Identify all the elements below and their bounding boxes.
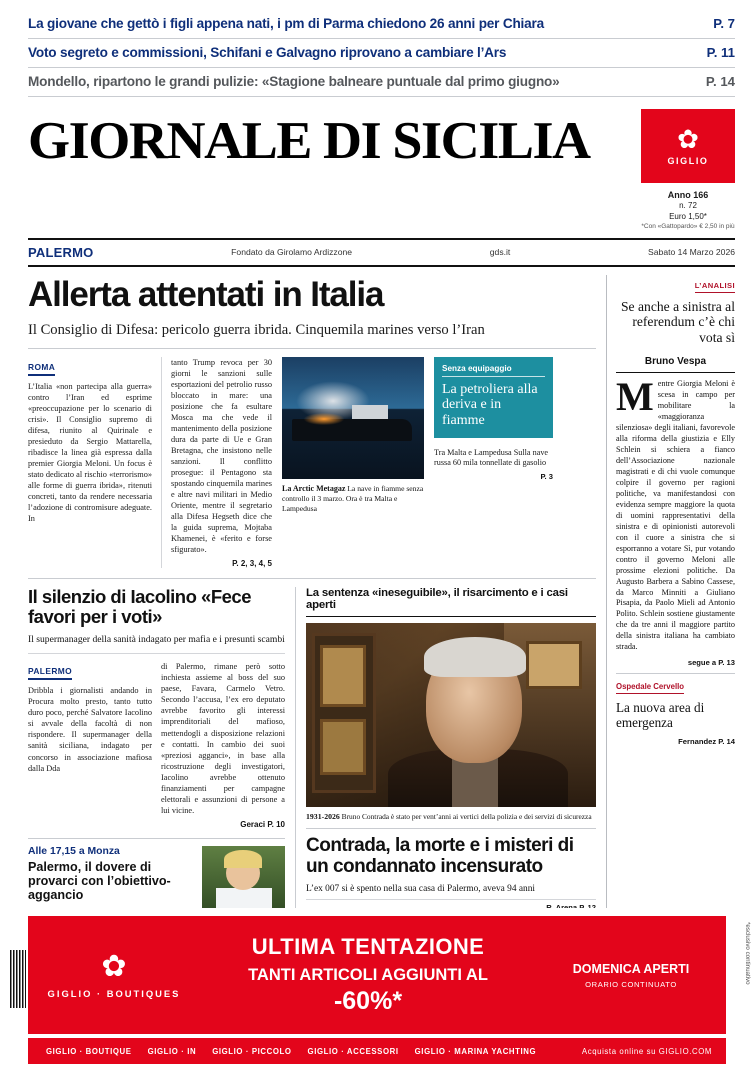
ad-logo <box>28 949 200 999</box>
masthead-city: PALERMO <box>28 244 94 260</box>
masthead-bar <box>28 238 735 267</box>
ship-photo-caption-text: La nave in fiamme senza controllo il 3 marzo. Ora è tra Malta e Lampedusa <box>282 483 424 513</box>
ad-brand-item[interactable]: GIGLIO · BOUTIQUE <box>46 1046 132 1056</box>
teaser-item[interactable] <box>28 68 735 97</box>
iacolino-columns <box>28 661 285 828</box>
ad-right <box>536 962 726 989</box>
tanker-box[interactable] <box>434 357 553 438</box>
lead-body-1: L’Italia «non partecipa alla guerra» contro l’Iran ed esprime «preoccupazione per lo scenario di crisi». Il Consiglio supremo di difesa, riunito al Quirinale e presieduto da Sergio Mattarella, ribadisce la linea già espressa dalla premier Giorgia Meloni. Un focus è stato dedicato al rischio «terrorismo» alle forme di guerra ibrida», ritenuti concreti, tanto da rendere necessaria l’adozione di contromisure adeguate. In <box>28 381 152 523</box>
giglio-logo-icon: ✿ <box>677 124 699 154</box>
newspaper-logo: GIORNALE DI SICILIA <box>28 112 590 170</box>
lead-headline: Allerta attentati in Italia <box>28 274 384 314</box>
contrada-section-title: La sentenza «ineseguibile», il risarcimento e i casi aperti <box>306 587 596 617</box>
ad-brand-item[interactable]: GIGLIO · ACCESSORI <box>307 1046 399 1056</box>
contrada-photo-caption <box>306 812 596 829</box>
ad-brand-item[interactable]: GIGLIO · IN <box>147 1046 197 1056</box>
ospedale-article[interactable] <box>616 674 735 745</box>
ad-vertical-note: *esclusivo continuativo <box>744 922 751 985</box>
masthead-meta <box>641 187 735 232</box>
player-photo <box>202 846 285 914</box>
ospedale-kicker: Ospedale Cervello <box>616 682 684 694</box>
ad-right-subtitle: ORARIO CONTINUATO <box>585 979 677 989</box>
ad-brand-list <box>46 1047 536 1056</box>
teaser-text: La giovane che gettò i figli appena nati, i pm di Parma chiedono 26 anni per Chiara <box>28 16 544 31</box>
lead-kicker: ROMA <box>28 362 55 376</box>
portrait-hair-shape <box>424 637 526 677</box>
ship-photo <box>282 357 424 479</box>
photo-frame-shape <box>320 645 366 707</box>
ad-online-link[interactable]: Acquista online su GIGLIO.COM <box>581 1046 712 1056</box>
analysis-kicker: L’ANALISI <box>695 281 735 293</box>
fire-glow-shape <box>304 413 344 425</box>
masthead <box>0 101 755 232</box>
masthead-website[interactable]: gds.it <box>489 247 511 257</box>
analysis-body: entre Giorgia Meloni è scesa in campo per mobilitare la «maggioranza silenziosa» degli italiani, favorevole alla riforma della giustizia e Elly Schlein si schiera a fianco dell’Associazione nazionale magistrati e di chi vuole comunque colpire il governo per ragioni politiche, va manifestandosi con evidenza sempre maggiore la quota di uomini rappresentativi della sinistra e di opinionisti autorevoli con il cuore a sinistra che si esporranno a votare Sì, pur votando contro il governo Meloni alle prossime elezioni politiche. Da Augusto Barbera a Sabino Cassese, da Marco Minniti a Giuliano Pisapia, da Paolo Mieli ad Antonio Polito. Schlein sostiene giustamente che da tre anni il maggiore partito della sinistra italiana ha cambiato strada. <box>616 378 735 652</box>
masthead-prezzo: Euro 1,50* <box>669 211 707 221</box>
monza-kicker: Alle 17,15 a Monza <box>28 845 120 857</box>
monza-headline: Palermo, il dovere di provarci con l’obiettivo-aggancio <box>28 859 171 902</box>
teaser-item[interactable] <box>28 14 735 39</box>
tanker-footnote: Tra Malta e Lampedusa Sulla nave russa 60 mila tonnellate di gasolio <box>434 447 549 468</box>
player-hair-shape <box>224 850 262 868</box>
ad-right-title: DOMENICA APERTI <box>572 961 690 976</box>
content-grid <box>0 275 755 943</box>
contrada-photo-dates: 1931-2026 <box>306 812 340 822</box>
tanker-box-wrap <box>434 357 553 569</box>
ad-logo-word: GIGLIO · BOUTIQUES <box>47 987 181 999</box>
iacolino-article[interactable] <box>28 587 296 943</box>
left-column <box>28 275 606 943</box>
ship-photo-caption <box>282 484 424 514</box>
masthead-anno: Anno 166 <box>667 190 709 200</box>
contrada-headline: Contrada, la morte e i misteri di un condannato incensurato <box>306 835 574 877</box>
ad-brand-item[interactable]: GIGLIO · MARINA YACHTING <box>414 1046 537 1056</box>
iacolino-body-1: Dribbla i giornalisti andando in Procura molto presto, tanto tutto duro poco, perché Salvatore Iacolino si avvale della facoltà di non rispondere. Il supermanager della sanità siciliana, indagato per concorso in associazione mafiosa dalla Dda <box>28 686 152 773</box>
iacolino-kicker: PALERMO <box>28 666 72 680</box>
teaser-page: P. 7 <box>713 16 735 31</box>
giglio-logo-badge[interactable] <box>641 109 735 183</box>
ad-brand-bar[interactable] <box>28 1038 726 1064</box>
bottom-advertisement[interactable] <box>0 908 755 1080</box>
iacolino-col-1 <box>28 661 152 828</box>
ad-title: ULTIMA TENTAZIONE <box>251 934 485 959</box>
teaser-strip <box>0 0 755 101</box>
barcode <box>10 950 26 1008</box>
tanker-page: P. 3 <box>540 471 553 481</box>
teaser-text: Mondello, ripartono le grandi pulizie: «Stagione balneare puntuale dal primo giugno» <box>28 74 560 89</box>
lead-subhead: Il Consiglio di Difesa: pericolo guerra ibrida. Cinquemila marines verso l’Iran <box>28 322 596 349</box>
giglio-logo-word: GIGLIO <box>667 156 709 166</box>
lead-pages: P. 2, 3, 4, 5 <box>232 559 272 569</box>
ad-subtitle: TANTI ARTICOLI AGGIUNTI AL <box>248 966 488 984</box>
contrada-photo <box>306 623 596 807</box>
ad-brand-item[interactable]: GIGLIO · PICCOLO <box>212 1046 292 1056</box>
iacolino-byline: Geraci P. 10 <box>240 819 285 829</box>
tanker-title: La petroliera alla deriva e in fiamme <box>442 381 538 428</box>
ospedale-byline: Fernandez P. 14 <box>678 736 735 746</box>
analysis-title: Se anche a sinistra al referendum c’è chi vota sì <box>621 298 735 346</box>
teaser-page: P. 14 <box>705 74 735 89</box>
masthead-nota: *Con «Gattopardo» € 2,50 in più <box>641 222 735 230</box>
ship-photo-caption-title: La Arctic Metagaz <box>282 483 346 493</box>
contrada-photo-caption-text: Bruno Contrada è stato per vent’anni ai vertici della polizia e dei servizi di sicurezza <box>341 812 592 822</box>
right-column <box>606 275 735 943</box>
tanker-kicker: Senza equipaggio <box>442 364 545 377</box>
teaser-item[interactable] <box>28 39 735 68</box>
iacolino-headline: Il silenzio di Iacolino «Fece favori per i voti» <box>28 586 251 628</box>
contrada-subhead: L’ex 007 si è spento nella sua casa di Palermo, aveva 94 anni <box>306 884 596 900</box>
masthead-numero: n. 72 <box>679 201 697 211</box>
second-band <box>28 578 596 943</box>
photo-picture-shape <box>526 641 582 689</box>
ship-photo-block <box>282 357 434 569</box>
masthead-date: Sabato 14 Marzo 2026 <box>648 247 735 257</box>
contrada-article[interactable] <box>296 587 596 943</box>
ad-center <box>200 934 536 1016</box>
iacolino-subhead: Il supermanager della sanità indagato per mafia e i presunti scambi <box>28 634 285 654</box>
analysis-continuation[interactable]: segue a P. 13 <box>616 658 735 674</box>
analysis-author: Bruno Vespa <box>616 356 735 373</box>
lead-article-row <box>28 357 596 569</box>
teaser-text: Voto segreto e commissioni, Schifani e Galvagno riprovano a cambiare l’Ars <box>28 45 507 60</box>
teaser-page: P. 11 <box>706 45 735 60</box>
masthead-founder: Fondato da Girolamo Ardizzone <box>231 247 353 257</box>
lead-body-2: tanto Trump revoca per 30 giorni le sanzioni sulle esportazioni del petrolio russo bloccato in mare: una posizione che fa esultare Mosca ma che vede il mantenimento della posizione dura da parte di Ue e Gran Bretagna, che insistono nelle sanzioni. Il conflitto prosegue: il Pentagono sta spostando cinquemila marines e altre navi militari in Medio Oriente, mentre il segretario alla Difesa Hegseth dice che la guida suprema, Mojtaba Khamenei, è «ferito e forse sfigurato». <box>171 357 272 555</box>
lead-col-2 <box>161 357 282 569</box>
iacolino-body-2: di Palermo, rimane però sotto inchiesta assieme al boss del suo paese, Favara, Carmelo Vetro. Secondo l’accusa, l’ex ero deputato avrebbe favorito gli interessi imprenditoriali del mafioso, mettendogli a disposizione relazioni e contatti. In cambio dei suoi «preziosi agganci», in base alla ricostruzione degli investigatori, Iacolino avrebbe ottenuto finanziamenti per campagne elettorali e assunzioni di persone a lui vicine. <box>161 662 285 815</box>
ad-discount: -60%* <box>333 987 403 1015</box>
photo-frame2-shape <box>320 719 366 775</box>
giglio-logo-icon: ✿ <box>101 949 127 983</box>
analysis-dropcap: M <box>616 373 654 419</box>
analysis-body-wrap <box>616 373 735 654</box>
iacolino-col-2 <box>161 661 285 828</box>
ospedale-title: La nuova area di emergenza <box>616 700 705 731</box>
ad-main-panel[interactable] <box>28 916 726 1034</box>
lead-col-1 <box>28 357 161 569</box>
